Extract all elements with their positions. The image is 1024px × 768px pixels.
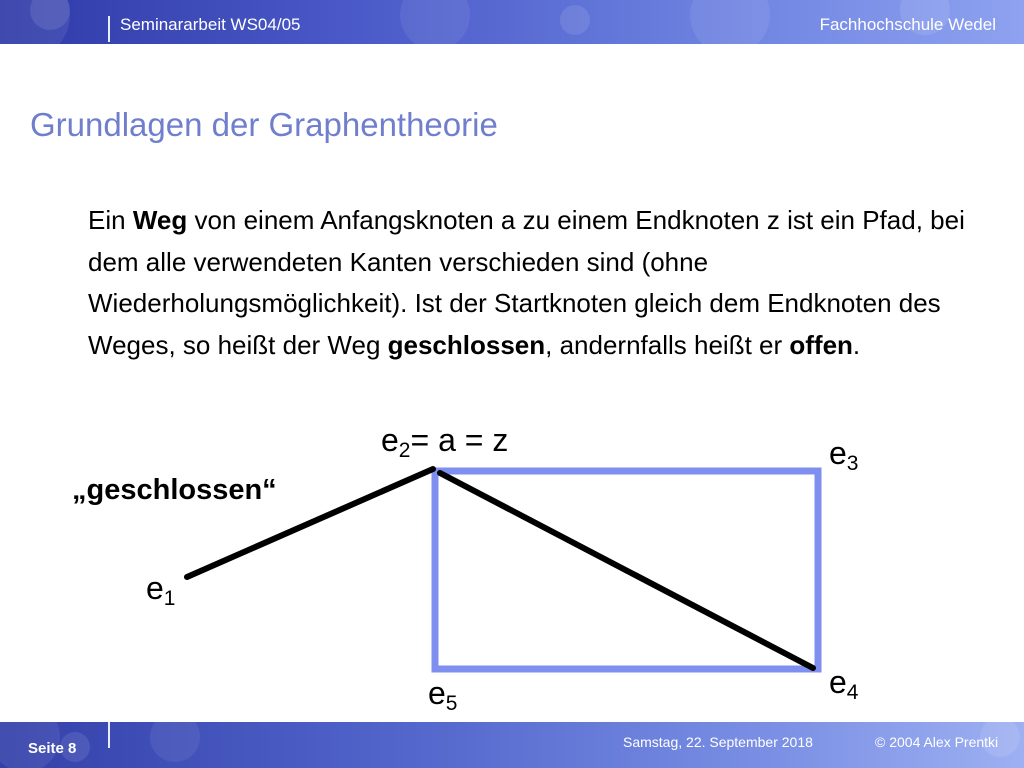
footer-copyright: © 2004 Alex Prentki <box>875 734 999 750</box>
footer-divider <box>108 722 110 748</box>
footer-bar <box>0 722 1024 768</box>
term-offen: offen <box>789 329 853 360</box>
node-name: e <box>146 570 164 606</box>
node-label-e1 <box>146 572 175 609</box>
node-label-e3 <box>829 437 858 474</box>
node-name: e <box>829 435 847 471</box>
node-name: e <box>829 664 847 700</box>
slide-title: Grundlagen der Graphentheorie <box>30 106 498 143</box>
para-text: . <box>852 329 861 360</box>
term-weg: Weg <box>132 205 188 235</box>
term-geschlossen: geschlossen <box>387 329 546 360</box>
node-name: e <box>381 422 399 458</box>
node-index: 4 <box>846 681 859 704</box>
node-index: 5 <box>445 692 458 715</box>
node-label-e5 <box>428 677 457 714</box>
node-equation: = a = z <box>410 422 509 458</box>
node-index: 1 <box>163 587 176 610</box>
footer-date: Samstag, 22. September 2018 <box>623 734 813 750</box>
node-label-e4 <box>829 666 858 703</box>
header-institution: Fachhochschule Wedel <box>819 15 996 34</box>
para-text: , andernfalls heißt er <box>545 329 790 360</box>
node-name: e <box>428 675 446 711</box>
header-course: Seminararbeit WS04/05 <box>120 15 301 34</box>
node-index: 3 <box>846 452 859 475</box>
edge-e2-e4 <box>440 473 813 668</box>
para-text: Ein <box>88 205 133 235</box>
decor-circle <box>150 722 200 762</box>
para-text: von einem Anfangsknoten a zu einem Endknoten z ist ein Pfad, bei dem alle verwendeten Kanten verschieden sind (ohne Wiederholungsmöglichkeit). Ist der Startknoten gleich dem Endknoten des Weges, so heißt der Weg <box>88 205 965 360</box>
node-label-e2 <box>381 424 508 461</box>
page-number: Seite 8 <box>28 740 77 757</box>
diagram-label: „geschlossen“ <box>72 474 277 506</box>
node-index: 2 <box>398 439 411 462</box>
